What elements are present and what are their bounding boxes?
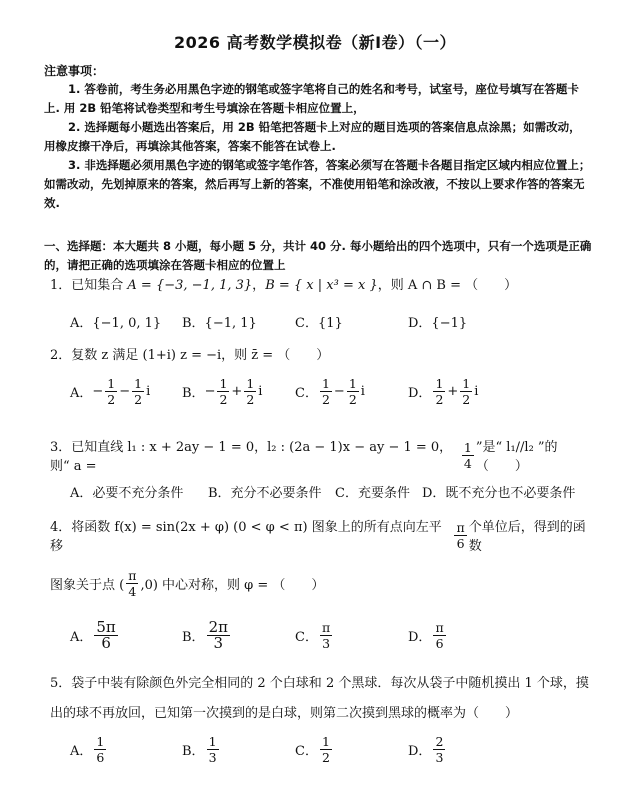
q3-stem-a: 3．已知直线 l₁ : x + 2ay − 1 = 0，l₂ : (2a − 1)x − ay − 1 = 0，则“ a = bbox=[50, 440, 453, 474]
q5-d-num: 2 bbox=[435, 734, 444, 749]
q5-option-d bbox=[408, 734, 447, 765]
q5-option-c bbox=[295, 734, 334, 765]
question-4-line2 bbox=[50, 568, 598, 599]
q5-option-a bbox=[70, 734, 108, 765]
q4-c-num: π bbox=[321, 620, 331, 635]
q2-d-tail: i bbox=[474, 384, 479, 399]
question-1-stem bbox=[50, 274, 598, 293]
q4-b-frac bbox=[207, 620, 230, 651]
q4-d-num: π bbox=[435, 620, 444, 635]
q5-a-num: 1 bbox=[96, 734, 105, 749]
q4-shift-frac bbox=[454, 520, 466, 551]
q2-c-den1: 2 bbox=[321, 392, 330, 407]
q1-set-b: B = { x | x³ = x } bbox=[265, 278, 378, 293]
q4-line2-b: ,0) 中心对称，则 φ = （ ） bbox=[140, 578, 325, 593]
q4-b-label: B． bbox=[182, 630, 205, 645]
q2-a-num2: 1 bbox=[134, 376, 143, 391]
q4-c-den: 3 bbox=[322, 636, 331, 651]
q2-option-c bbox=[295, 376, 365, 407]
q1-option-a: A．{−1, 0, 1} bbox=[70, 316, 162, 331]
question-3-stem bbox=[50, 436, 598, 474]
notice-heading: 注意事项： bbox=[44, 64, 105, 78]
question-5-line1: 5．袋子中装有除颜色外完全相同的 2 个白球和 2 个黑球．每次从袋子中随机摸出 1 个球，摸 bbox=[50, 676, 589, 691]
q1-set-a: A = {−3, −1, 1, 3} bbox=[127, 278, 253, 293]
q2-c-num1: 1 bbox=[321, 376, 330, 391]
q5-d-label: D． bbox=[408, 744, 432, 759]
q2-b-sign2: + bbox=[231, 384, 243, 399]
q2-b-frac1 bbox=[217, 376, 229, 407]
q2-b-tail: i bbox=[258, 384, 263, 399]
q4-option-a bbox=[70, 620, 120, 651]
q5-a-frac bbox=[94, 734, 106, 765]
q4-c-label: C． bbox=[295, 630, 318, 645]
q2-a-den1: 2 bbox=[107, 392, 116, 407]
q1-stem-a: 1．已知集合 bbox=[50, 278, 128, 293]
q2-a-frac2 bbox=[132, 376, 144, 407]
q2-c-tail: i bbox=[360, 384, 365, 399]
page-title: 2026 高考数学模拟卷（新Ⅰ卷）（一） bbox=[173, 33, 457, 52]
q4-point-frac bbox=[126, 568, 138, 599]
q2-b-den1: 2 bbox=[219, 392, 228, 407]
q2-d-den1: 2 bbox=[435, 392, 444, 407]
q2-a-tail: i bbox=[146, 384, 151, 399]
q2-c-den2: 2 bbox=[348, 392, 357, 407]
q4-b-den: 3 bbox=[213, 634, 224, 652]
q2-c-label: C． bbox=[295, 386, 318, 401]
q2-option-b bbox=[182, 376, 262, 407]
q4-c-frac bbox=[320, 620, 332, 651]
q2-a-sign1: − bbox=[92, 384, 104, 399]
question-2-stem: 2．复数 z 满足 (1+i) z = −i，则 z̄ = （ ） bbox=[50, 348, 330, 363]
q4-line1-a: 4．将函数 f(x) = sin(2x + φ) (0 < φ < π) 图象上的所有点向左平移 bbox=[50, 520, 442, 554]
q4-point-den: 4 bbox=[128, 584, 137, 599]
q1-option-d: D．{−1} bbox=[408, 316, 468, 331]
q2-option-a bbox=[70, 376, 150, 407]
q4-a-label: A． bbox=[70, 630, 93, 645]
q2-a-sign2: − bbox=[119, 384, 131, 399]
q5-b-label: B． bbox=[182, 744, 205, 759]
q4-option-d bbox=[408, 620, 448, 651]
q5-b-frac bbox=[207, 734, 219, 765]
q5-d-den: 3 bbox=[435, 750, 444, 765]
q4-a-den: 6 bbox=[101, 634, 111, 652]
q4-a-frac bbox=[94, 620, 117, 651]
q4-line2-a: 图象关于点 ( bbox=[50, 578, 125, 593]
q2-b-label: B． bbox=[182, 386, 205, 401]
q5-a-den: 6 bbox=[96, 750, 105, 765]
q4-shift-den: 6 bbox=[456, 535, 465, 551]
notice-item-2: 2. 选择题每小题选出答案后，用 2B 铅笔把答题卡上对应的题目选项的答案信息点涂黑；如需改动，用橡皮擦干净后，再填涂其他答案，答案不能答在试卷上. bbox=[44, 120, 581, 153]
q3-option-b: B．充分不必要条件 bbox=[208, 486, 322, 501]
notice-item-3: 3. 非选择题必须用黑色字迹的钢笔或签字笔作答，答案必须写在答题卡各题目指定区域内相应位置上；如需改动，先划掉原来的答案，然后再写上新的答案，不准使用铅笔和涂改液，不按以上要求作答的答案无效. bbox=[44, 158, 591, 210]
q2-a-label: A． bbox=[70, 386, 93, 401]
q2-option-d bbox=[408, 376, 478, 407]
q4-d-label: D． bbox=[408, 630, 432, 645]
q2-a-frac1 bbox=[105, 376, 117, 407]
q2-b-frac2 bbox=[244, 376, 256, 407]
q4-point-num: π bbox=[128, 568, 137, 583]
q3-frac bbox=[462, 440, 474, 471]
q2-c-frac2 bbox=[347, 376, 359, 407]
q4-line1-b: 个单位后，得到的函数 bbox=[468, 520, 586, 554]
q5-c-label: C． bbox=[295, 744, 318, 759]
q4-option-b bbox=[182, 620, 232, 651]
q4-d-frac bbox=[433, 620, 445, 651]
q5-b-den: 3 bbox=[208, 750, 217, 765]
q2-d-sign2: + bbox=[447, 384, 459, 399]
q2-a-den2: 2 bbox=[134, 392, 143, 407]
section-heading: 一、选择题：本大题共 8 小题，每小题 5 分，共计 40 分. 每小题给出的四个选项中，只有一个选项是正确的，请把正确的选项填涂在答题卡相应的位置上 bbox=[44, 239, 592, 272]
q5-c-num: 1 bbox=[321, 734, 330, 749]
q4-b-num: 2π bbox=[208, 618, 228, 636]
q3-frac-num: 1 bbox=[463, 439, 472, 455]
q2-b-sign1: − bbox=[204, 384, 216, 399]
q4-d-den: 6 bbox=[435, 636, 444, 651]
q1-stem-b: ，则 A ∩ B = （ ） bbox=[377, 278, 518, 293]
q2-d-frac2 bbox=[460, 376, 472, 407]
q2-d-label: D． bbox=[408, 386, 432, 401]
q2-c-sign2: − bbox=[333, 384, 345, 399]
q2-d-den2: 2 bbox=[462, 392, 471, 407]
q2-a-num1: 1 bbox=[107, 376, 116, 391]
question-5-line2: 出的球不再放回，已知第一次摸到的是白球，则第二次摸到黑球的概率为（ ） bbox=[50, 706, 519, 721]
q2-b-num2: 1 bbox=[246, 376, 255, 391]
notice-item-1: 1. 答卷前，考生务必用黑色字迹的钢笔或签字笔将自己的姓名和考号，试室号，座位号填写在答题卡上. 用 2B 铅笔将试卷类型和考生号填涂在答题卡相应位置上， bbox=[44, 82, 579, 115]
q5-b-num: 1 bbox=[208, 734, 217, 749]
question-4-line1 bbox=[50, 516, 598, 554]
q5-c-frac bbox=[320, 734, 332, 765]
q2-b-num1: 1 bbox=[219, 376, 228, 391]
q1-option-c: C．{1} bbox=[295, 316, 343, 331]
q2-d-num2: 1 bbox=[462, 376, 471, 391]
q1-option-b: B．{−1, 1} bbox=[182, 316, 257, 331]
q4-shift-num: π bbox=[456, 519, 465, 535]
q5-option-b bbox=[182, 734, 221, 765]
q3-option-d: D．既不充分也不必要条件 bbox=[422, 486, 576, 501]
q2-c-frac1 bbox=[320, 376, 332, 407]
q5-d-frac bbox=[433, 734, 445, 765]
q2-b-den2: 2 bbox=[246, 392, 255, 407]
q2-d-frac1 bbox=[433, 376, 445, 407]
q2-c-num2: 1 bbox=[348, 376, 357, 391]
q4-option-c bbox=[295, 620, 334, 651]
q3-option-a: A．必要不充分条件 bbox=[70, 486, 184, 501]
q3-frac-den: 4 bbox=[463, 455, 472, 471]
q5-a-label: A． bbox=[70, 744, 93, 759]
q3-stem-b: ”是“ l₁//l₂ ”的（ ） bbox=[475, 440, 558, 474]
q2-d-num1: 1 bbox=[435, 376, 444, 391]
q5-c-den: 2 bbox=[321, 750, 330, 765]
q3-option-c: C．充要条件 bbox=[335, 486, 410, 501]
q1-sep: ， bbox=[252, 278, 266, 293]
q4-a-num: 5π bbox=[96, 618, 116, 636]
